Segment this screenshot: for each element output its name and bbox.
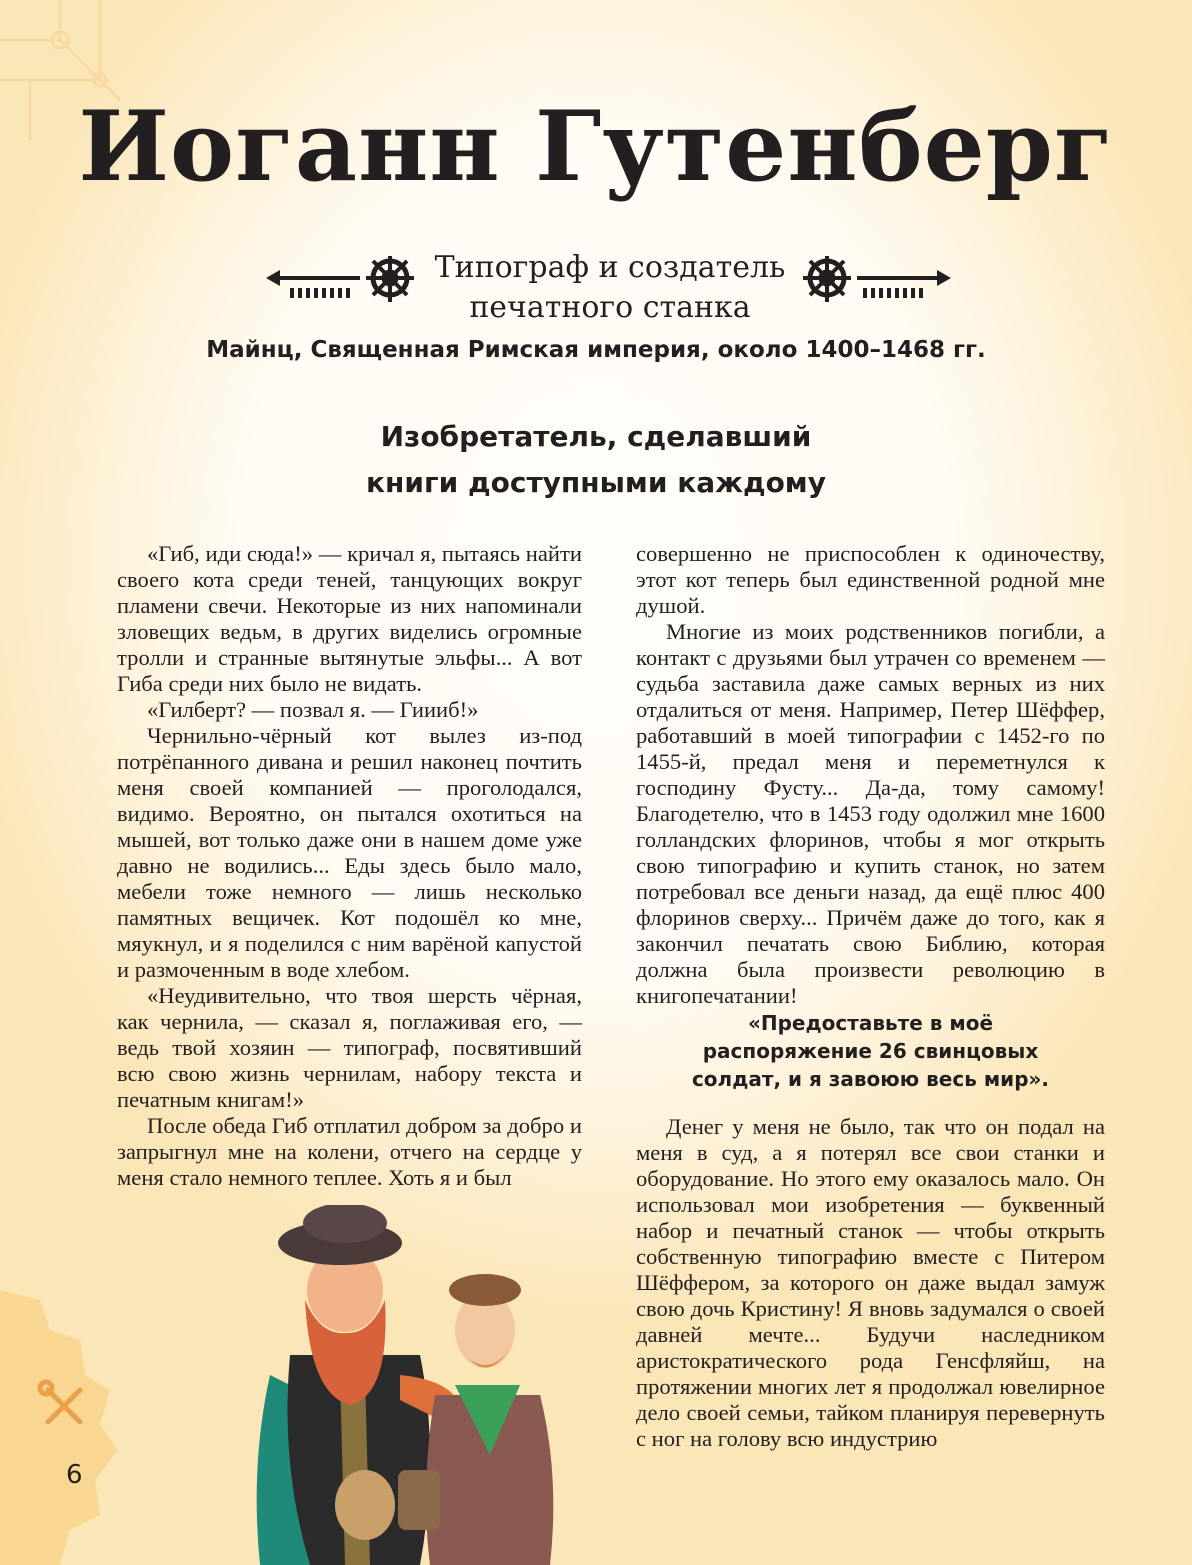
subtitle-line-1: Типограф и создатель xyxy=(434,250,786,285)
subtitle-block xyxy=(0,248,1192,328)
lead-line-1: Изобретатель, сделавший xyxy=(380,420,812,453)
subtitle-line-2: печатного станка xyxy=(469,290,751,325)
paragraph: Чернильно-чёрный кот вылез из-под потрёпанного дивана и решил наконец почтить меня своей компанией — проголодался, видимо. Вероятно, он пытался охотиться на мышей, вот только даже они в нашем доме уже давно не водились... Еды здесь было мало, мебели тоже немного — лишь несколько памятных вещичек. Кот подошёл ко мне, мяукнул, и я поделился с ним варёной капустой и размоченным в воде хлебом. xyxy=(117,723,582,982)
left-column xyxy=(117,541,582,1191)
page-number: 6 xyxy=(66,1460,83,1490)
right-ornament xyxy=(800,256,955,316)
quote-line-3: солдат, и я завоюю весь мир». xyxy=(691,1067,1050,1091)
paragraph: Денег у меня не было, так что он подал на меня в суд, а я потерял все свои станки и оборудование. Но этого ему оказалось мало. Он использовал мои изобретения — буквенный набор и печатный станок — чтобы открыть собственную типографию вместе с Питером Шёффером, за которого он даже выдал замуж свою дочь Кристину! Я вновь задумался о своей давней мечте... Будучи наследником аристократического рода Генсфляйш, на протяжении многих лет я продолжал ювелирное дело своей семьи, тайком планируя перевернуть с ног на голову всю индустрию xyxy=(636,1114,1105,1451)
gear-decoration xyxy=(0,1290,120,1565)
paragraph: «Гиб, иди сюда!» — кричал я, пытаясь найти своего кота среди теней, танцующих вокруг пламени свечи. Некоторые из них напоминали зловещих ведьм, в других виделись огромные тролли и странные вытянутые эльфы... А вот Гиба среди них было не видать. xyxy=(117,541,582,696)
subtitle-text xyxy=(420,248,800,328)
arrow-left-icon xyxy=(266,270,360,298)
paragraph: Многие из моих родственников погибли, а контакт с друзьями был утрачен со временем — судьба заставила даже самых верных из них отдалиться от меня. Например, Петер Шёффер, работавший в моей типографии с 1452-го по 1455-й, предал меня и переметнулся к господину Фусту... Да-да, тому самому! Благодетелю, что в 1453 году одолжил мне 1600 голландских флоринов, чтобы я мог открыть свою типографию и купить станок, но затем потребовал все деньги назад, да ещё плюс 400 флоринов сверху... Причём даже до того, как я закончил печатать свою Библию, которая должна была произвести революцию в книгопечатании! xyxy=(636,619,1105,1008)
paragraph: «Гилберт? — позвал я. — Гиииб!» xyxy=(147,697,479,722)
lead-heading xyxy=(0,414,1192,506)
right-column-bottom xyxy=(636,1114,1105,1452)
left-ornament xyxy=(262,256,417,316)
pull-quote xyxy=(636,1009,1105,1093)
paragraph: После обеда Гиб отплатил добром за добро и запрыгнул мне на колени, отчего на сердце у меня стало немного теплее. Хоть я и был xyxy=(117,1113,582,1190)
paragraph: совершенно не приспособлен к одиночеству, этот кот теперь был единственной родной мне душой. xyxy=(636,541,1105,618)
quote-line-2: распоряжение 26 свинцовых xyxy=(702,1039,1039,1063)
gear-icon xyxy=(803,256,851,302)
gear-icon xyxy=(366,256,414,302)
paragraph: «Неудивительно, что твоя шерсть чёрная, как чернила, — сказал я, поглаживая его, — ведь твой хозяин — типограф, посвятивший всю свою жизнь чернилам, набору текста и печатным книгам!» xyxy=(117,983,582,1112)
place-and-dates: Майнц, Священная Римская империя, около 1400–1468 гг. xyxy=(206,337,986,363)
gutenberg-illustration xyxy=(250,1205,580,1565)
page-title: Иоганн Гутенберг xyxy=(78,90,1114,203)
lead-line-2: книги доступными каждому xyxy=(366,466,826,499)
quote-line-1: «Предоставьте в моё xyxy=(747,1011,994,1035)
right-column-top xyxy=(636,541,1105,1009)
arrow-right-icon xyxy=(857,270,951,298)
